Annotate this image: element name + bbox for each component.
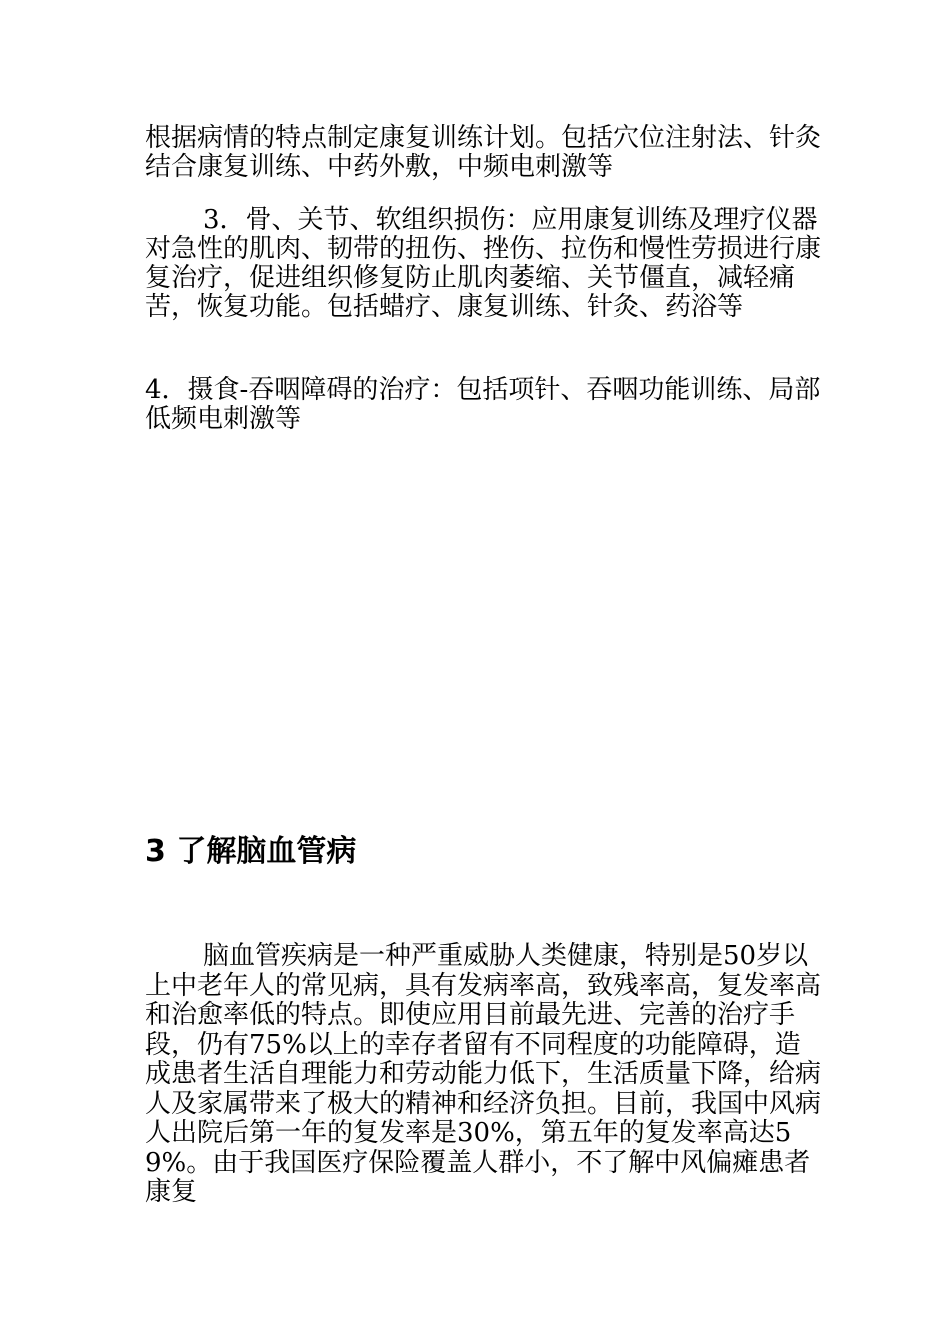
section-heading: 3 了解脑血管病	[145, 834, 357, 869]
paragraph-treatment-plan: 根据病情的特点制定康复训练计划。包括穴位注射法、针灸结合康复训练、中药外敷，中频电刺激等	[145, 123, 822, 182]
paragraph-cerebrovascular-disease: 脑血管疾病是一种严重威胁人类健康，特别是50岁以上中老年人的常见病，具有发病率高，致残率高，复发率高和治愈率低的特点。即使应用目前最先进、完善的治疗手段，仍有75%以上的幸存者留有不同程度的功能障碍，造成患者生活自理能力和劳动能力低下，生活质量下降，给病人及家属带来了极大的精神和经济负担。目前，我国中风病人出院后第一年的复发率是30%，第五年的复发率高达59%。由于我国医疗保险覆盖人群小，不了解中风偏瘫患者康复	[145, 941, 822, 1207]
paragraph-bone-joint-injury: 3．骨、关节、软组织损伤：应用康复训练及理疗仪器对急性的肌肉、韧带的扭伤、挫伤、拉伤和慢性劳损进行康复治疗，促进组织修复防止肌肉萎缩、关节僵直，减轻痛苦，恢复功能。包括蜡疗、康复训练、针灸、药浴等	[145, 205, 822, 322]
paragraph-swallowing-disorder: 4．摄食-吞咽障碍的治疗：包括项针、吞咽功能训练、局部低频电刺激等	[145, 375, 821, 434]
